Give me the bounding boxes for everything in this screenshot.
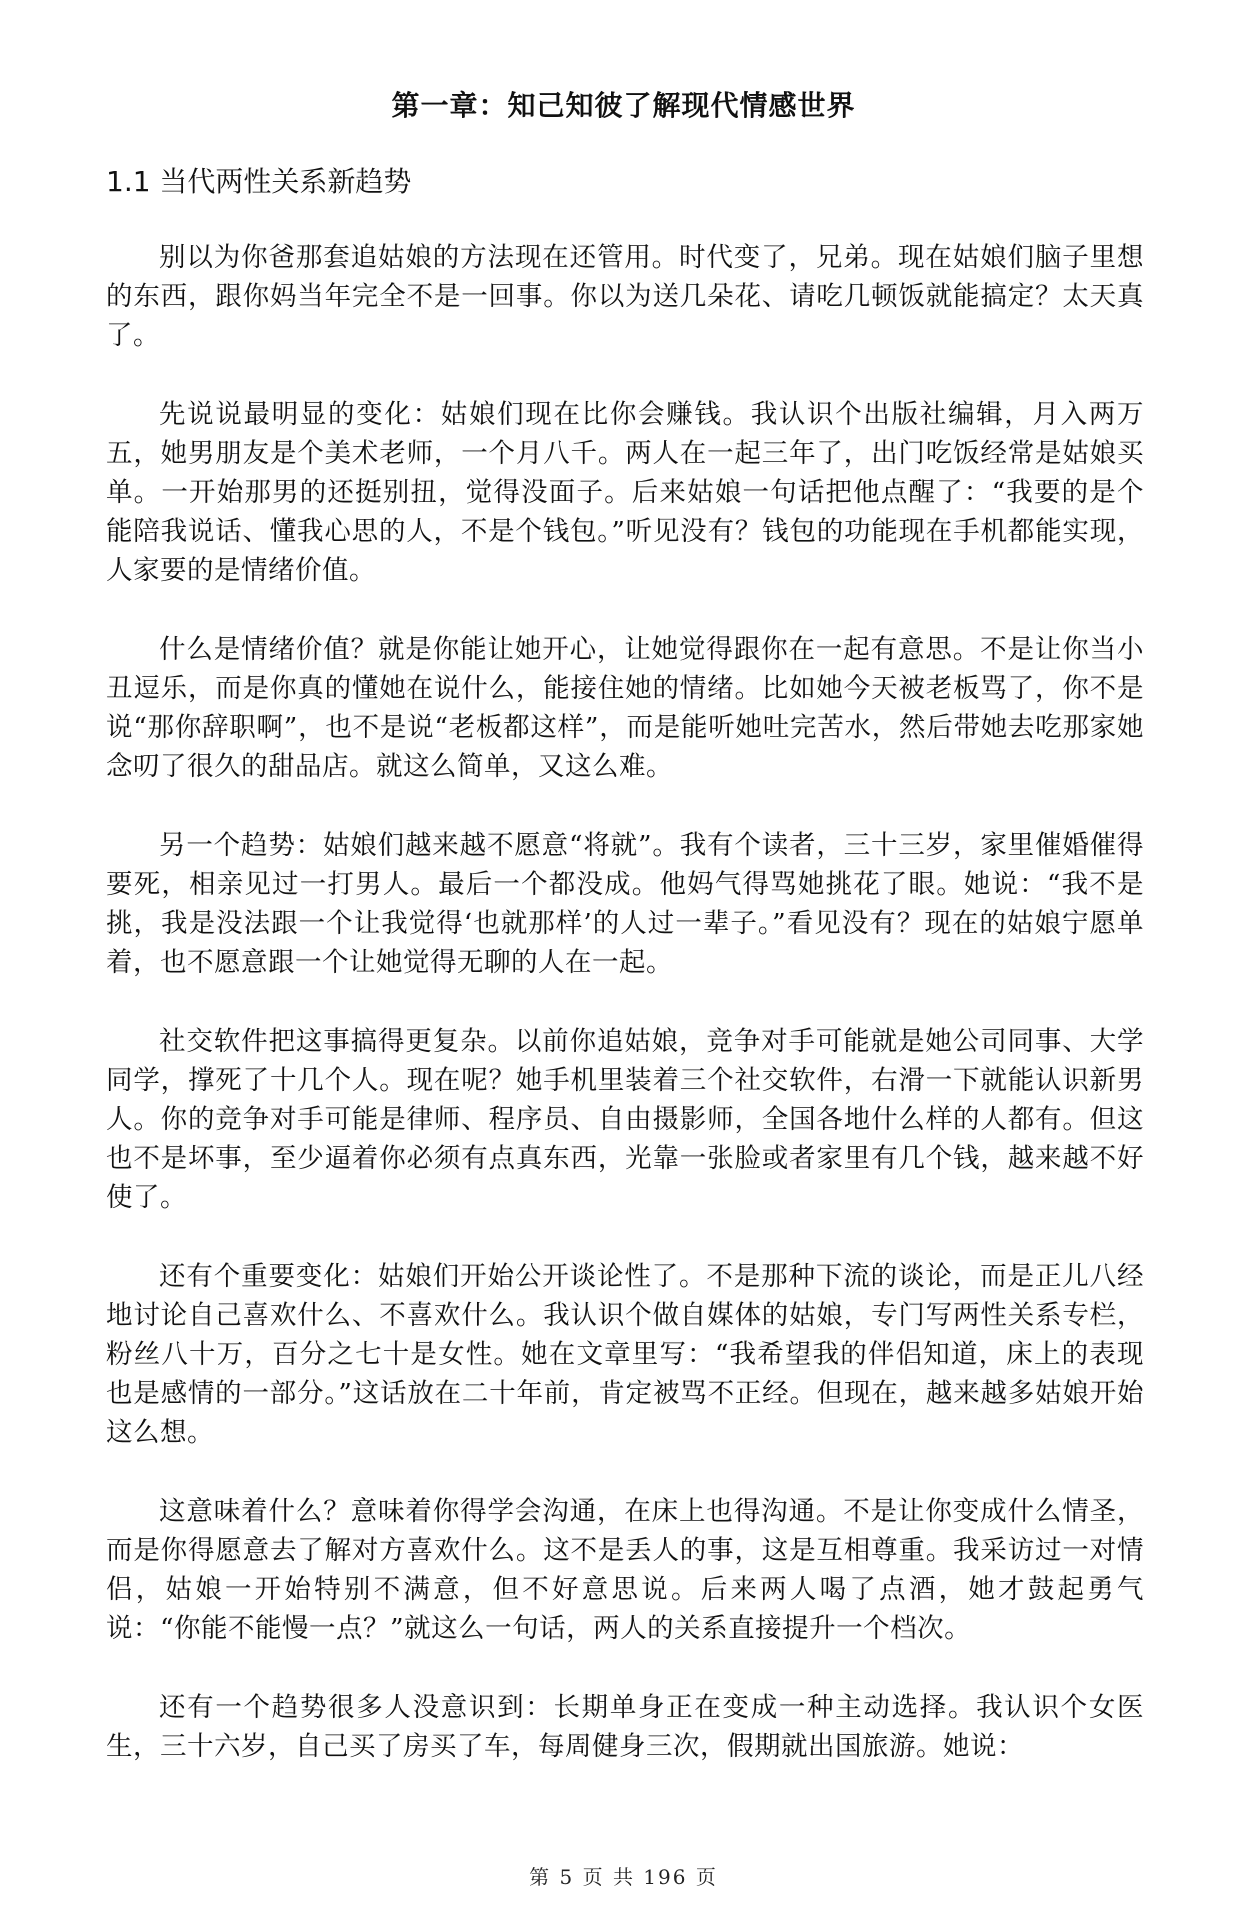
paragraph: 别以为你爸那套追姑娘的方法现在还管用。时代变了，兄弟。现在姑娘们脑子里想的东西，跟你妈当年完全不是一回事。你以为送几朵花、请吃几顿饭就能搞定？太天真了。 xyxy=(106,242,1144,351)
paragraph: 社交软件把这事搞得更复杂。以前你追姑娘，竞争对手可能就是她公司同事、大学同学，撑死了十几个人。现在呢？她手机里装着三个社交软件，右滑一下就能认识新男人。你的竞争对手可能是律师、程序员、自由摄影师，全国各地什么样的人都有。但这也不是坏事，至少逼着你必须有点真东西，光靠一张脸或者家里有几个钱，越来越不好使了。 xyxy=(106,1026,1144,1213)
body-text xyxy=(106,238,1144,1806)
paragraph: 先说说最明显的变化：姑娘们现在比你会赚钱。我认识个出版社编辑，月入两万五，她男朋友是个美术老师，一个月八千。两人在一起三年了，出门吃饭经常是姑娘买单。一开始那男的还挺别扭，觉得没面子。后来姑娘一句话把他点醒了：“我要的是个能陪我说话、懂我心思的人，不是个钱包。”听见没有？钱包的功能现在手机都能实现，人家要的是情绪价值。 xyxy=(106,399,1144,586)
section-heading: 1.1 当代两性关系新趋势 xyxy=(106,165,412,198)
paragraph: 什么是情绪价值？就是你能让她开心，让她觉得跟你在一起有意思。不是让你当小丑逗乐，而是你真的懂她在说什么，能接住她的情绪。比如她今天被老板骂了，你不是说“那你辞职啊”，也不是说“老板都这样”，而是能听她吐完苦水，然后带她去吃那家她念叨了很久的甜品店。就这么简单，又这么难。 xyxy=(106,634,1144,782)
page-number-footer: 第 5 页 共 196 页 xyxy=(529,1865,718,1889)
paragraph: 另一个趋势：姑娘们越来越不愿意“将就”。我有个读者，三十三岁，家里催婚催得要死，相亲见过一打男人。最后一个都没成。他妈气得骂她挑花了眼。她说：“我不是挑，我是没法跟一个让我觉得‘也就那样’的人过一辈子。”看见没有？现在的姑娘宁愿单着，也不愿意跟一个让她觉得无聊的人在一起。 xyxy=(106,830,1144,978)
paragraph: 还有一个趋势很多人没意识到：长期单身正在变成一种主动选择。我认识个女医生，三十六岁，自己买了房买了车，每周健身三次，假期就出国旅游。她说： xyxy=(106,1692,1144,1762)
chapter-title: 第一章：知己知彼了解现代情感世界 xyxy=(391,89,856,122)
paragraph: 还有个重要变化：姑娘们开始公开谈论性了。不是那种下流的谈论，而是正儿八经地讨论自己喜欢什么、不喜欢什么。我认识个做自媒体的姑娘，专门写两性关系专栏，粉丝八十万，百分之七十是女性。她在文章里写：“我希望我的伴侣知道，床上的表现也是感情的一部分。”这话放在二十年前，肯定被骂不正经。但现在，越来越多姑娘开始这么想。 xyxy=(106,1261,1144,1448)
paragraph: 这意味着什么？意味着你得学会沟通，在床上也得沟通。不是让你变成什么情圣，而是你得愿意去了解对方喜欢什么。这不是丢人的事，这是互相尊重。我采访过一对情侣，姑娘一开始特别不满意，但不好意思说。后来两人喝了点酒，她才鼓起勇气说：“你能不能慢一点？”就这么一句话，两人的关系直接提升一个档次。 xyxy=(106,1496,1144,1644)
